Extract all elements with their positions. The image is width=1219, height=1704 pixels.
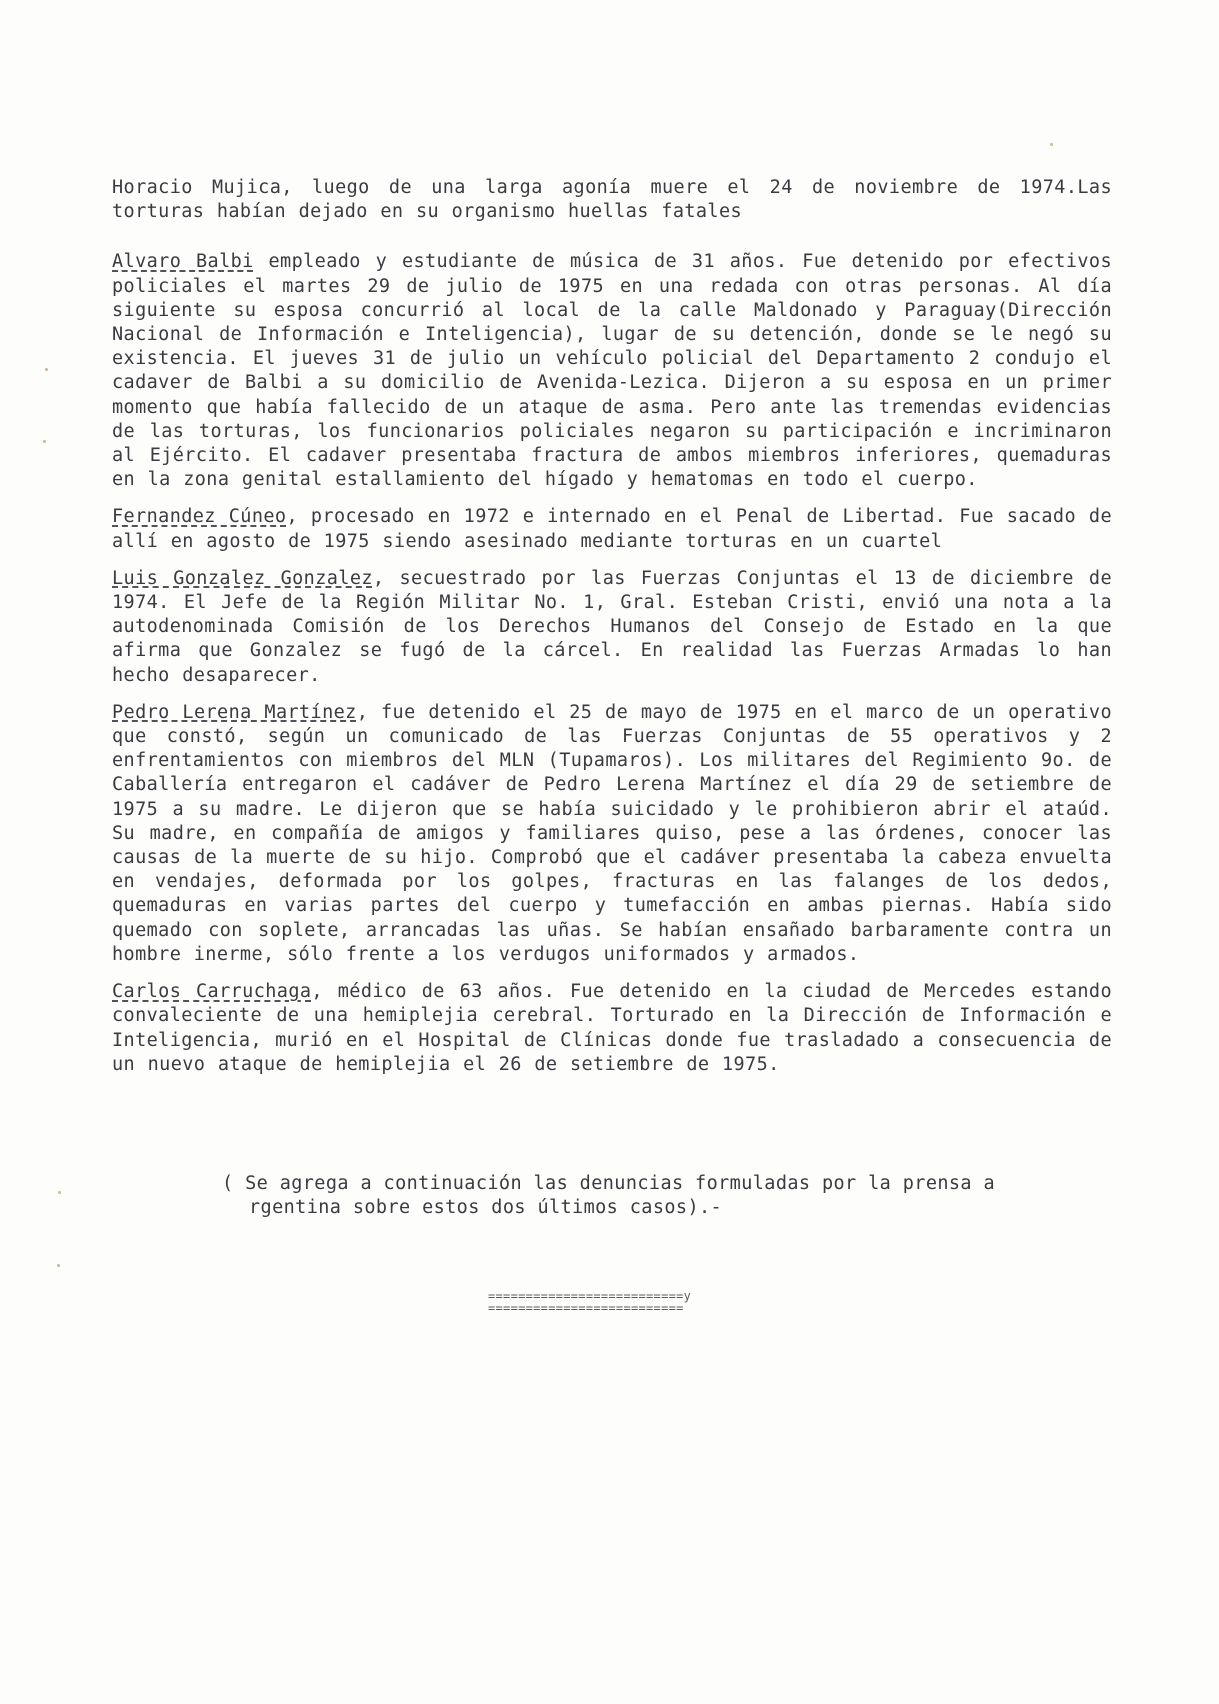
victim-name: Pedro Lerena Martínez <box>112 701 357 723</box>
paragraph-text: , médico de 63 años. Fue detenido en la ciudad de Mercedes estando convaleciente de una hemiplejia cerebral. Torturado en la Dirección de Información e Inteligencia, murió en el Hospital de Clínicas donde fue trasladado a consecuencia de un nuevo ataque de hemiplejia el 26 de setiembre de 1975. <box>112 981 1112 1075</box>
paragraph-alvaro-balbi <box>112 250 1112 492</box>
paragraph-text: , fue detenido el 25 de mayo de 1975 en el marco de un operativo que constó, según un comunicado de las Fuerzas Conjuntas de 55 operativos y 2 enfrentamientos con miembros del MLN (Tupamaros). Los militares del Regimiento 9o. de Caballería entregaron el cadáver de Pedro Lerena Martínez el día 29 de setiembre de 1975 a su madre. Le dijeron que se había suicidado y le prohibieron abrir el ataúd. Su madre, en compañía de amigos y familiares quiso, pese a las órdenes, conocer las causas de la muerte de su hijo. Comprobó que el cadáver presentaba la cabeza envuelta en vendajes, deformada por los golpes, fracturas en las falanges de los dedos, quemaduras en varias partes del cuerpo y tumefacción en ambas piernas. Había sido quemado con soplete, arrancadas las uñas. Se habían ensañado barbaramente contra un hombre inerme, sólo frente a los verdugos uniformados y armados. <box>112 701 1113 965</box>
victim-name: Fernandez Cúneo <box>112 506 287 528</box>
victim-name: Luis Gonzalez Gonzalez <box>112 567 373 589</box>
victim-name: Carlos Carruchaga <box>112 981 312 1003</box>
paper-speck <box>43 440 46 443</box>
closing-note-line-1: ( Se agrega a continuación las denuncias formuladas por la prensa a <box>222 1173 996 1194</box>
document-body <box>112 176 1112 1090</box>
victim-name: Alvaro Balbi <box>112 251 254 273</box>
separator-line-2: ========================== <box>488 1301 684 1315</box>
paragraph-carlos-carruchaga <box>112 980 1112 1077</box>
paragraph-text: , secuestrado por las Fuerzas Conjuntas el 13 de diciembre de 1974. El Jefe de la Región Militar No. 1, Gral. Esteban Cristi, envió una nota a la autodenominada Comisión de los Derechos Humanos del Consejo de Estado en la que afirma que Gonzalez se fugó de la cárcel. En realidad las Fuerzas Armadas lo han hecho desaparecer. <box>112 567 1112 686</box>
paragraph-text: empleado y estudiante de música de 31 años. Fue detenido por efectivos policiales el martes 29 de julio de 1975 en una redada con otras personas. Al día siguiente su esposa concurrió al local de la calle Maldonado y Paraguay(Dirección Nacional de Información e Inteligencia), lugar de su detención, donde se le negó su existencia. El jueves 31 de julio un vehículo policial del Departamento 2 condujo el cadaver de Balbi a su domicilio de Avenida-Lezica. Dijeron a su esposa en un primer momento que había fallecido de un ataque de asma. Pero ante las tremendas evidencias de las torturas, los funcionarios policiales negaron su participación e incriminaron al Ejército. El cadaver presentaba fractura de ambos miembros inferiores, quemaduras en la zona genital estallamiento del hígado y hematomas en todo el cuerpo. <box>112 251 1112 491</box>
paragraph-luis-gonzalez <box>112 567 1112 688</box>
paper-speck <box>57 1264 60 1267</box>
paragraph-fernandez-cuneo <box>112 505 1112 553</box>
separator-line-1: ==========================y <box>488 1289 692 1303</box>
paragraph-text: Horacio Mujica, luego de una larga agonía muere el 24 de noviembre de 1974.Las torturas habían dejado en su organismo huellas fatales <box>112 177 1112 223</box>
closing-note-line-2: rgentina sobre estos dos últimos casos).- <box>249 1197 723 1219</box>
paragraph-text: , procesado en 1972 e internado en el Penal de Libertad. Fue sacado de allí en agosto de 1975 siendo asesinado mediante torturas en un cuartel <box>112 506 1112 552</box>
paper-speck <box>45 368 48 371</box>
closing-note <box>222 1172 1092 1220</box>
paragraph-horacio-mujica <box>112 176 1112 224</box>
separator-rule <box>488 1290 691 1314</box>
paragraph-pedro-lerena <box>112 701 1112 967</box>
paper-speck <box>1050 143 1053 146</box>
paper-speck <box>58 1191 61 1194</box>
